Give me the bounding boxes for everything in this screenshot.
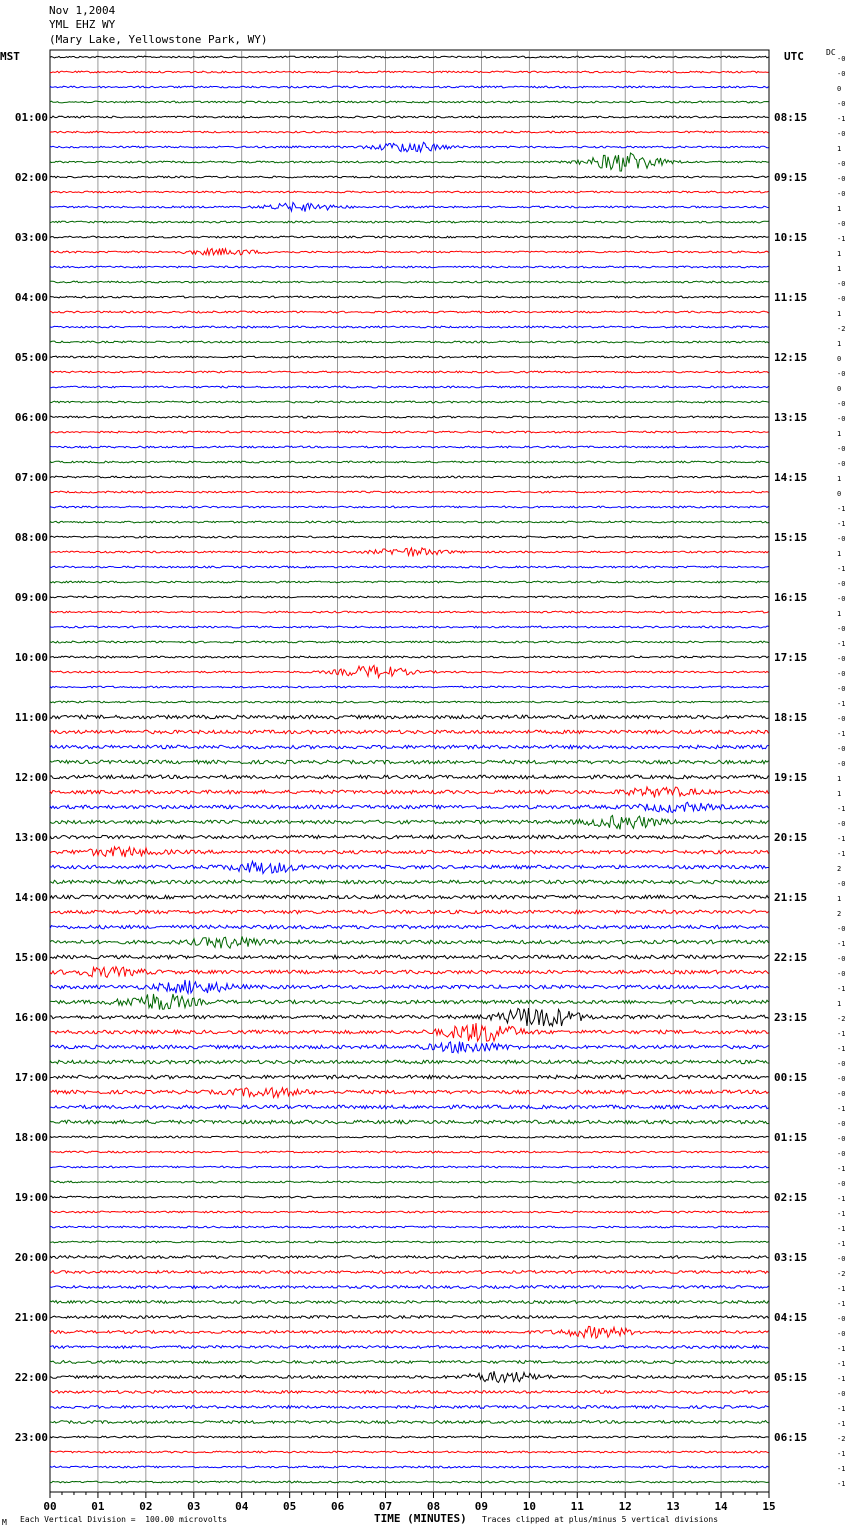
dc-offset-label: -1 [837, 520, 846, 528]
dc-offset-label: -0 [837, 130, 846, 138]
dc-offset-label: -0 [837, 1120, 846, 1128]
dc-offset-label: -0 [837, 460, 846, 468]
dc-offset-label: 2 [837, 910, 842, 918]
dc-offset-label: -0 [837, 160, 846, 168]
dc-offset-label: -2 [837, 1015, 846, 1023]
dc-offset-label: -1 [837, 730, 846, 738]
dc-offset-label: 1 [837, 145, 842, 153]
mst-hour-label: 01:00 [14, 111, 48, 124]
dc-offset-label: -1 [837, 940, 846, 948]
dc-offset-label: -1 [837, 1360, 846, 1368]
dc-offset-label: 1 [837, 790, 842, 798]
trace-line [50, 1361, 769, 1364]
dc-offset-label: -0 [837, 625, 846, 633]
dc-offset-label: -0 [837, 580, 846, 588]
dc-offset-label: 1 [837, 430, 842, 438]
dc-offset-label: -1 [837, 1420, 846, 1428]
dc-offset-label: -1 [837, 505, 846, 513]
utc-hour-label: 11:15 [774, 291, 808, 304]
x-tick-label: 12 [618, 1500, 632, 1513]
trace-line [50, 1226, 769, 1228]
dc-offset-label: -0 [837, 70, 846, 78]
trace-line [50, 802, 769, 812]
dc-offset-label: -1 [837, 1210, 846, 1218]
mst-hour-label: 21:00 [14, 1311, 48, 1324]
dc-offset-label: -1 [837, 1375, 846, 1383]
trace-line [50, 1181, 769, 1183]
trace-line [50, 266, 769, 268]
trace-line [50, 1136, 769, 1138]
x-tick-label: 06 [330, 1500, 345, 1513]
dc-offset-label: -0 [837, 1180, 846, 1188]
dc-offset-label: -1 [837, 1045, 846, 1053]
dc-offset-label: -1 [837, 235, 846, 243]
plot-date: Nov 1,2004 [49, 4, 116, 17]
dc-offset-label: 2 [837, 865, 842, 873]
utc-hour-label: 20:15 [774, 831, 808, 844]
utc-hour-label: 10:15 [774, 231, 808, 244]
trace-line [50, 715, 769, 719]
dc-offset-label: -1 [837, 700, 846, 708]
mst-hour-label: 05:00 [14, 351, 48, 364]
trace-line [50, 416, 769, 418]
x-tick-label: 00 [43, 1500, 57, 1513]
dc-offset-label: -0 [837, 655, 846, 663]
dc-offset-label: 1 [837, 1000, 842, 1008]
mst-hour-label: 15:00 [14, 951, 48, 964]
utc-hour-label: 19:15 [774, 771, 808, 784]
dc-offset-label: 0 [837, 385, 842, 393]
dc-offset-label: -2 [837, 1270, 846, 1278]
x-tick-label: 14 [714, 1500, 728, 1513]
dc-offset-label: 1 [837, 895, 842, 903]
dc-offset-label: -1 [837, 850, 846, 858]
trace-line [50, 1371, 769, 1382]
dc-offset-label: 0 [837, 355, 842, 363]
dc-offset-label: 1 [837, 310, 842, 318]
trace-line [50, 386, 769, 388]
dc-offset-label: -0 [837, 280, 846, 288]
trace-line [50, 281, 769, 283]
mst-label: MST [0, 50, 20, 63]
mst-hour-label: 22:00 [14, 1371, 48, 1384]
dc-offset-label: -1 [837, 1300, 846, 1308]
x-tick-label: 04 [235, 1500, 249, 1513]
dc-offset-label: -0 [837, 190, 846, 198]
mst-hour-label: 16:00 [14, 1011, 48, 1024]
utc-hour-label: 02:15 [774, 1191, 808, 1204]
footer-mark: M [2, 1518, 7, 1527]
trace-line [50, 641, 769, 643]
x-tick-label: 10 [522, 1500, 536, 1513]
trace-line [50, 910, 769, 914]
trace-line [50, 1346, 769, 1349]
trace-line [50, 506, 769, 508]
dc-offset-label: 1 [837, 265, 842, 273]
x-tick-label: 07 [378, 1500, 393, 1513]
trace-line [50, 1023, 769, 1041]
trace-line [50, 1060, 769, 1064]
dc-offset-label: 1 [837, 205, 842, 213]
trace-line [50, 1196, 769, 1198]
trace-line [50, 1391, 769, 1394]
trace-line [50, 936, 769, 948]
trace-line [50, 1120, 769, 1124]
trace-line [50, 1451, 769, 1453]
dc-offset-label: -1 [837, 1480, 846, 1488]
dc-offset-label: -0 [837, 685, 846, 693]
dc-offset-label: -0 [837, 1255, 846, 1263]
utc-hour-label: 23:15 [774, 1011, 808, 1024]
dc-offset-label: -0 [837, 760, 846, 768]
trace-line [50, 116, 769, 118]
dc-offset-label: -0 [837, 1150, 846, 1158]
mst-hour-label: 13:00 [14, 831, 48, 844]
dc-offset-label: -1 [837, 640, 846, 648]
dc-offset-label: -0 [837, 670, 846, 678]
utc-hour-label: 14:15 [774, 471, 808, 484]
dc-offset-label: -0 [837, 370, 846, 378]
mst-hour-label: 09:00 [14, 591, 48, 604]
dc-offset-label: -0 [837, 1315, 846, 1323]
dc-offset-label: -1 [837, 1225, 846, 1233]
trace-line [50, 153, 769, 171]
dc-offset-label: -1 [837, 115, 846, 123]
trace-line [50, 1088, 769, 1098]
trace-line [50, 775, 769, 779]
trace-line [50, 980, 769, 993]
dc-offset-label: 1 [837, 475, 842, 483]
trace-line [50, 1105, 769, 1109]
trace-line [50, 835, 769, 839]
trace-line [50, 296, 769, 298]
trace-line [50, 581, 769, 583]
dc-offset-label: -0 [837, 415, 846, 423]
trace-line [50, 1286, 769, 1289]
utc-hour-label: 18:15 [774, 711, 808, 724]
trace-line [50, 787, 769, 798]
mst-hour-label: 02:00 [14, 171, 48, 184]
trace-line [50, 1436, 769, 1438]
trace-line [50, 371, 769, 373]
trace-line [50, 1151, 769, 1153]
trace-line [50, 401, 769, 403]
trace-line [50, 356, 769, 358]
dc-offset-label: 0 [837, 85, 842, 93]
trace-line [50, 1316, 769, 1319]
trace-line [50, 847, 769, 857]
x-tick-label: 05 [283, 1500, 297, 1513]
utc-hour-label: 22:15 [774, 951, 808, 964]
dc-offset-label: -1 [837, 835, 846, 843]
utc-hour-label: 04:15 [774, 1311, 808, 1324]
trace-line [50, 994, 769, 1010]
dc-offset-label: -0 [837, 970, 846, 978]
utc-label: UTC [784, 50, 804, 63]
trace-line [50, 895, 769, 899]
trace-line [50, 611, 769, 613]
x-tick-label: 13 [666, 1500, 680, 1513]
trace-line [50, 131, 769, 133]
dc-offset-label: -0 [837, 1060, 846, 1068]
trace-line [50, 656, 769, 658]
dc-offset-label: -0 [837, 445, 846, 453]
dc-offset-label: -1 [837, 1465, 846, 1473]
utc-hour-label: 03:15 [774, 1251, 808, 1264]
trace-line [50, 203, 769, 212]
trace-line [50, 236, 769, 238]
dc-offset-label: -1 [837, 1450, 846, 1458]
x-tick-label: 11 [570, 1500, 584, 1513]
scale-note: Each Vertical Division = 100.00 microvolts [20, 1515, 228, 1524]
trace-line [50, 1421, 769, 1424]
mst-hour-label: 20:00 [14, 1251, 48, 1264]
dc-offset-label: 1 [837, 550, 842, 558]
dc-offset-label: -0 [837, 100, 846, 108]
utc-hour-label: 05:15 [774, 1371, 808, 1384]
trace-line [50, 1271, 769, 1274]
trace-line [50, 1211, 769, 1213]
trace-line [50, 1042, 769, 1053]
utc-hour-label: 13:15 [774, 411, 808, 424]
x-tick-label: 03 [187, 1500, 201, 1513]
dc-offset-label: -0 [837, 820, 846, 828]
trace-line [50, 967, 769, 978]
trace-line [50, 536, 769, 538]
mst-hour-label: 11:00 [14, 711, 48, 724]
dc-offset-label: -1 [837, 1165, 846, 1173]
dc-offset-label: -0 [837, 715, 846, 723]
mst-hour-label: 06:00 [14, 411, 48, 424]
mst-hour-label: 12:00 [14, 771, 48, 784]
trace-line [50, 701, 769, 703]
dc-offset-label: 1 [837, 340, 842, 348]
trace-line [50, 446, 769, 448]
trace-line [50, 56, 769, 58]
clip-note: Traces clipped at plus/minus 5 vertical divisions [482, 1515, 719, 1524]
trace-line [50, 101, 769, 103]
x-tick-label: 08 [426, 1500, 441, 1513]
trace-line [50, 1481, 769, 1483]
dc-offset-label: -0 [837, 55, 846, 63]
trace-line [50, 1241, 769, 1243]
trace-line [50, 491, 769, 493]
mst-hour-label: 03:00 [14, 231, 48, 244]
dc-offset-label: -0 [837, 1390, 846, 1398]
dc-offset-label: 1 [837, 610, 842, 618]
trace-line [50, 311, 769, 313]
x-tick-label: 01 [91, 1500, 105, 1513]
trace-line [50, 86, 769, 88]
trace-line [50, 686, 769, 688]
x-tick-label: 02 [139, 1500, 153, 1513]
dc-offset-label: -0 [837, 535, 846, 543]
utc-hour-label: 06:15 [774, 1431, 808, 1444]
dc-offset-label: -0 [837, 295, 846, 303]
dc-offset-label: -0 [837, 1075, 846, 1083]
trace-line [50, 566, 769, 568]
dc-offset-label: -1 [837, 1240, 846, 1248]
dc-offset-label: 0 [837, 490, 842, 498]
trace-line [50, 431, 769, 433]
trace-line [50, 548, 769, 557]
utc-hour-label: 12:15 [774, 351, 808, 364]
trace-line [50, 815, 769, 829]
utc-hour-label: 15:15 [774, 531, 808, 544]
dc-offset-label: -0 [837, 745, 846, 753]
utc-hour-label: 01:15 [774, 1131, 808, 1144]
trace-line [50, 142, 769, 152]
dc-offset-label: -0 [837, 1090, 846, 1098]
trace-line [50, 1166, 769, 1168]
mst-hour-label: 14:00 [14, 891, 48, 904]
dc-offset-label: -2 [837, 325, 846, 333]
mst-hour-label: 07:00 [14, 471, 48, 484]
mst-hour-label: 08:00 [14, 531, 48, 544]
dc-offset-label: -0 [837, 1330, 846, 1338]
dc-label: DC [826, 48, 836, 57]
trace-line [50, 760, 769, 764]
trace-line [50, 955, 769, 959]
mst-hour-label: 23:00 [14, 1431, 48, 1444]
trace-line [50, 341, 769, 343]
utc-hour-label: 09:15 [774, 171, 808, 184]
trace-line [50, 730, 769, 734]
trace-line [50, 71, 769, 73]
x-tick-label: 09 [474, 1500, 489, 1513]
trace-line [50, 1008, 769, 1026]
trace-line [50, 626, 769, 628]
trace-line [50, 476, 769, 478]
trace-line [50, 248, 769, 255]
utc-hour-label: 16:15 [774, 591, 808, 604]
dc-offset-label: -1 [837, 1405, 846, 1413]
dc-offset-label: -1 [837, 1195, 846, 1203]
dc-offset-label: -2 [837, 1435, 846, 1443]
trace-line [50, 596, 769, 598]
dc-offset-label: -0 [837, 220, 846, 228]
dc-offset-label: -1 [837, 805, 846, 813]
trace-line [50, 745, 769, 749]
trace-line [50, 1075, 769, 1079]
trace-line [50, 176, 769, 178]
dc-offset-label: -1 [837, 1285, 846, 1293]
trace-line [50, 861, 769, 873]
trace-line [50, 1406, 769, 1409]
mst-hour-label: 04:00 [14, 291, 48, 304]
utc-hour-label: 17:15 [774, 651, 808, 664]
mst-hour-label: 10:00 [14, 651, 48, 664]
dc-offset-label: -0 [837, 955, 846, 963]
dc-offset-label: -1 [837, 1030, 846, 1038]
dc-offset-label: -1 [837, 985, 846, 993]
trace-line [50, 191, 769, 193]
dc-offset-label: -1 [837, 1345, 846, 1353]
x-axis-title: TIME (MINUTES) [374, 1512, 467, 1525]
dc-offset-label: -1 [837, 1105, 846, 1113]
dc-offset-label: -0 [837, 175, 846, 183]
utc-hour-label: 08:15 [774, 111, 808, 124]
utc-hour-label: 00:15 [774, 1071, 808, 1084]
trace-line [50, 326, 769, 328]
mst-hour-label: 19:00 [14, 1191, 48, 1204]
dc-offset-label: -0 [837, 400, 846, 408]
dc-offset-label: 1 [837, 775, 842, 783]
x-tick-label: 15 [762, 1500, 776, 1513]
trace-line [50, 880, 769, 884]
dc-offset-label: -0 [837, 1135, 846, 1143]
trace-line [50, 461, 769, 463]
trace-line [50, 665, 769, 677]
dc-offset-label: -0 [837, 925, 846, 933]
dc-offset-label: -0 [837, 880, 846, 888]
trace-line [50, 221, 769, 223]
dc-offset-label: 1 [837, 250, 842, 258]
trace-line [50, 1466, 769, 1468]
trace-line [50, 1301, 769, 1304]
mst-hour-label: 18:00 [14, 1131, 48, 1144]
dc-offset-label: -1 [837, 565, 846, 573]
trace-line [50, 925, 769, 929]
trace-line [50, 1326, 769, 1338]
mst-hour-label: 17:00 [14, 1071, 48, 1084]
trace-line [50, 1256, 769, 1259]
station-location: (Mary Lake, Yellowstone Park, WY) [49, 33, 268, 46]
trace-line [50, 521, 769, 523]
utc-hour-label: 21:15 [774, 891, 808, 904]
station-code: YML EHZ WY [49, 18, 116, 31]
dc-offset-label: -0 [837, 595, 846, 603]
